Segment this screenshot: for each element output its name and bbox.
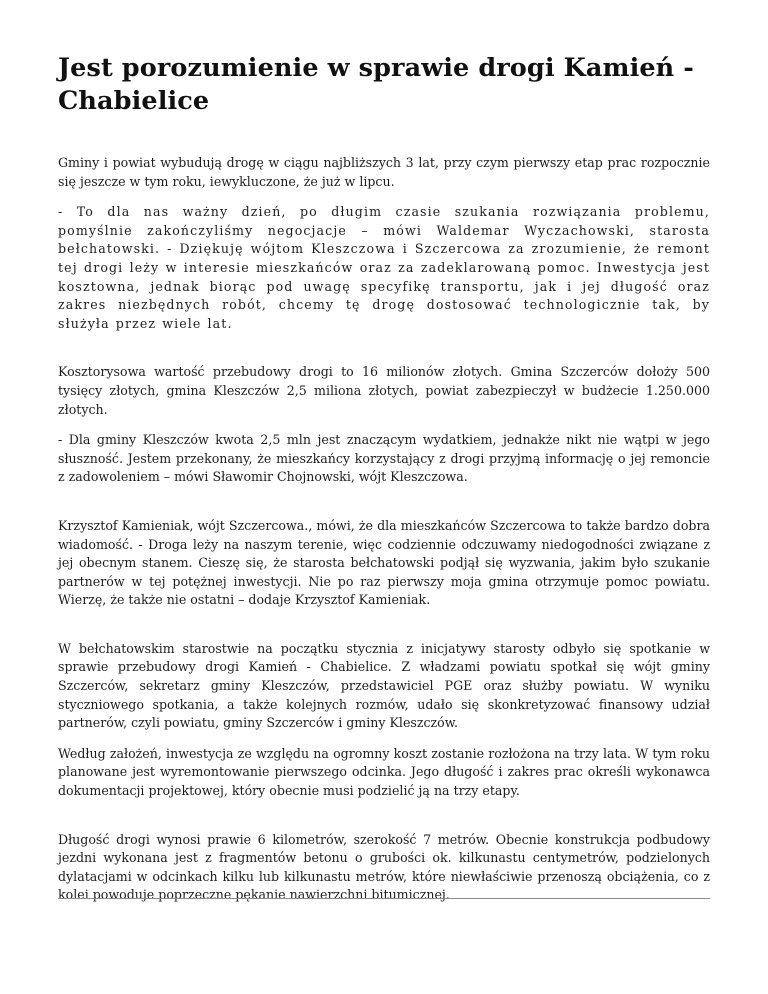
article-paragraph-7: Według założeń, inwestycja ze względu na ogromny koszt zostanie rozłożona na trzy lata. W tym roku planowane jest wyremontowanie pierwszego odcinka. Jego długość i zakres prac określi wykonawca dokumentacji projektowej, który obecnie musi podzielić ją na trzy etapy. — [58, 745, 710, 799]
article-paragraph-4: - Dla gminy Kleszczów kwota 2,5 mln jest znaczącym wydatkiem, jednakże nikt nie wątpi w jego słuszność. Jestem przekonany, że mieszkańcy korzystający z drogi przyjmą informację o jej remoncie z zadowoleniem – mówi Sławomir Chojnowski, wójt Kleszczowa. — [58, 432, 710, 485]
article-paragraph-5: Krzysztof Kamieniak, wójt Szczercowa., mówi, że dla mieszkańców Szczercowa to także bardzo dobra wiadomość. - Droga leży na naszym terenie, więc codziennie odczuwamy niedogodności związane z jej obecnym stanem. Cieszę się, że starosta bełchatowski podjął się wyzwania, jakim było szukanie partnerów w tej potężnej inwestycji. Nie po raz pierwszy moja gmina otrzymuje pomoc powiatu. Wierzę, że także nie ostatni – dodaje Krzysztof Kamieniak. — [58, 517, 710, 608]
article-paragraph-1: Gminy i powiat wybudują drogę w ciągu najbliższych 3 lat, przy czym pierwszy etap prac rozpocznie się jeszcze w tym roku, iewykluczone, że już w lipcu. — [58, 155, 710, 189]
article-paragraph-8: Długość drogi wynosi prawie 6 kilometrów, szerokość 7 metrów. Obecnie konstrukcja podbudowy jezdni wykonana jest z fragmentów betonu o grubości ok. kilkunastu centymetrów, podzielonych dylatacjami w odcinkach kilku lub kilkunastu metrów, które niewłaściwie przenoszą obciążenia, co z kolei powoduje poprzeczne pękanie nawierzchni bitumicznej. — [58, 831, 710, 903]
article-title: Jest porozumienie w sprawie drogi Kamień -Chabielice — [58, 53, 694, 116]
footer-divider — [58, 898, 710, 899]
article — [58, 52, 710, 917]
article-paragraph-2: - To dla nas ważny dzień, po długim czasie szukania rozwiązania problemu, pomyślnie zakończyliśmy negocjacje – mówi Waldemar Wyczachowski, starosta bełchatowski. - Dziękuję wójtom Kleszczowa i Szczercowa za zrozumienie, że remont tej drogi leży w interesie mieszkańców oraz za zadeklarowaną pomoc. Inwestycja jest kosztowna, jednak biorąc pod uwagę specyfikę transportu, jak i jej długość oraz zakres niezbędnych robót, chcemy tę drogę dostosować technologicznie tak, by służyła przez wiele lat. — [58, 204, 710, 331]
article-paragraph-6: W bełchatowskim starostwie na początku stycznia z inicjatywy starosty odbyło się spotkanie w sprawie przebudowy drogi Kamień - Chabielice. Z władzami powiatu spotkał się wójt gminy Szczerców, sekretarz gminy Kleszczów, przedstawiciel PGE oraz służby powiatu. W wyniku styczniowego spotkania, a także kolejnych rozmów, udało się skonkretyzować finansowy udział partnerów, czyli powiatu, gminy Szczerców i gminy Kleszczów. — [58, 640, 710, 731]
article-paragraph-3: Kosztorysowa wartość przebudowy drogi to 16 milionów złotych. Gmina Szczerców dołoży 500 tysięcy złotych, gmina Kleszczów 2,5 miliona złotych, powiat zabezpieczył w budżecie 1.250.000 złotych. — [58, 364, 710, 417]
